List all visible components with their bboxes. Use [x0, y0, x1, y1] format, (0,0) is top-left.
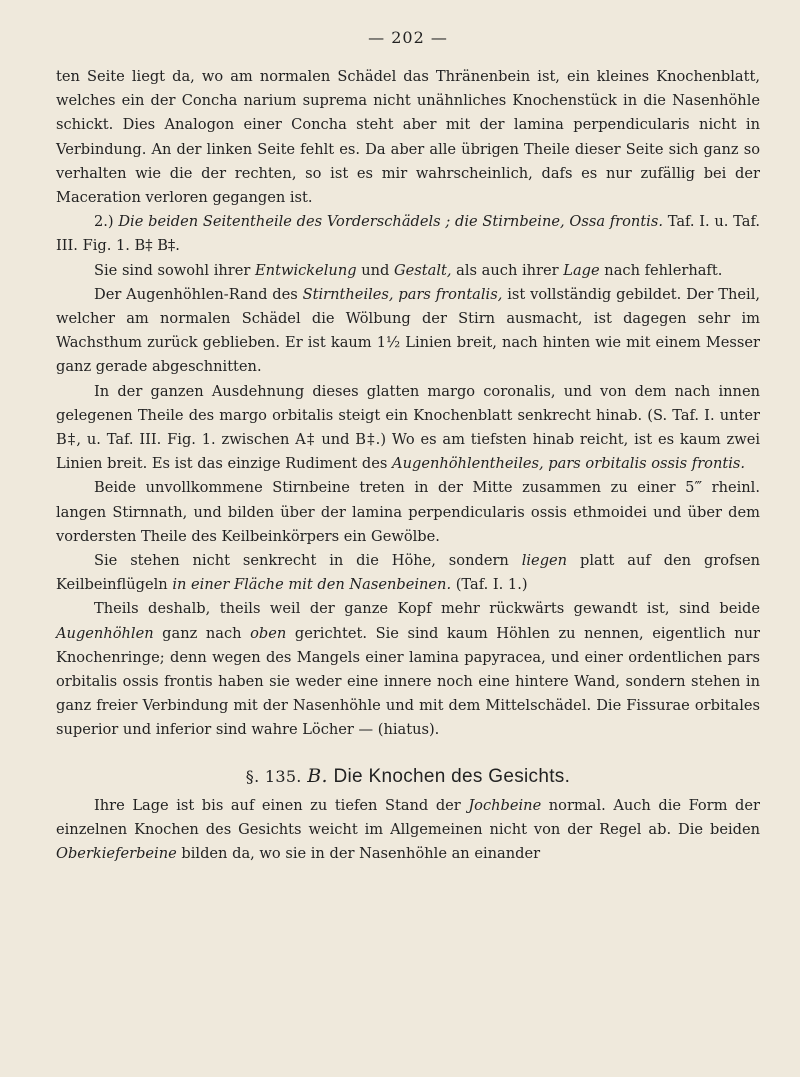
text-run: Beide unvollkommene Stirnbeine treten in der Mitte zusammen zu einer 5‴ rheinl. langen Stirnnath, und bilden über der lamina perpendicularis ossis ethmoidei und über dem vordersten Theile des Keilbeinkörpers ein Gewölbe. [56, 479, 760, 545]
body-text-after [56, 794, 760, 867]
text-run: Der Augenhöhlen-Rand des [94, 285, 303, 303]
paragraph-p2 [56, 210, 760, 258]
italic-run: Entwickelung [255, 261, 357, 279]
text-run: gerichtet. Sie sind kaum Höhlen zu nennen, eigentlich nur Knochenringe; denn wegen des Mangels einer lamina papyracea, und einer ordentlichen pars orbitalis ossis frontis haben sie weder eine innere noch eine hintere Wand, sondern stehen in ganz freier Verbindung mit der Nasenhöhle und mit dem Mittelschädel. Die Fissurae orbitales superior und inferior sind wahre Löcher — (hiatus). [56, 624, 760, 739]
paragraph-p3 [56, 259, 760, 283]
paragraph-p4 [56, 283, 760, 380]
text-run: Theils deshalb, theils weil der ganze Kopf mehr rückwärts gewandt ist, sind beide [94, 600, 760, 618]
paragraph-p5 [56, 380, 760, 477]
text-run: (Taf. I. 1.) [451, 576, 528, 594]
section-letter: B. [307, 764, 328, 787]
section-title: Die Knochen des Gesichts. [333, 765, 571, 787]
text-run: ten Seite liegt da, wo am normalen Schädel das Thränenbein ist, ein kleines Knochenblatt, welches ein der Concha narium suprema nicht unähnliches Knochenstück in die Nasenhöhle schickt. Dies Analogon einer Concha steht aber mit der lamina perpendicularis nicht in Verbindung. An der linken Seite fehlt es. Da aber alle übrigen Theile dieser Seite sich ganz so verhalten wie die der rechten, so ist es mir wahrscheinlich, dafs es nur zufällig bei der Maceration verloren gegangen ist. [56, 68, 760, 207]
section-heading [56, 765, 760, 788]
text-run: als auch ihrer [451, 261, 564, 279]
italic-run: Oberkieferbeine [56, 845, 177, 863]
text-run: ist vollständig gebildet. Der Theil, welcher am normalen Schädel die Wölbung der Stirn ausmacht, ist dagegen sehr im Wachsthum zurück geblieben. Er ist kaum 1½ Linien breit, nach hinten wie mit einem Messer ganz gerade abgeschnitten. [56, 285, 760, 376]
paragraph-p9 [56, 794, 760, 867]
text-run: Ihre Lage ist bis auf einen zu tiefen Stand der [94, 796, 469, 814]
italic-run: Stirntheiles, pars frontalis, [302, 285, 503, 303]
paragraph-p6 [56, 476, 760, 549]
paragraph-p7 [56, 549, 760, 597]
text-run: Sie sind sowohl ihrer [94, 261, 256, 279]
italic-run: Augenhöhlen [56, 624, 154, 642]
text-run: normal. Auch die Form der einzelnen Knochen des Gesichts weicht im Allgemeinen nicht von der Regel ab. Die beiden [56, 796, 760, 838]
body-text-before [56, 65, 760, 743]
text-run: bilden da, wo sie in der Nasenhöhle an einander [176, 845, 541, 863]
text-run: ganz nach [153, 624, 251, 642]
italic-run: liegen [521, 552, 568, 570]
text-run: Sie stehen nicht senkrecht in die Höhe, sondern [94, 552, 522, 570]
text-run: In der ganzen Ausdehnung dieses glatten margo coronalis, und von dem nach innen gelegenen Theile des margo orbitalis steigt ein Knochenblatt senkrecht hinab. (S. Taf. I. unter B‡, u. Taf. III. Fig. 1. zwischen A‡ und B‡.) Wo es am tiefsten hinab reicht, ist es kaum zwei Linien breit. Es ist das einzige Rudiment des [56, 382, 760, 473]
paragraph-p1 [56, 65, 760, 210]
italic-run: Die beiden Seitentheile des Vorderschädels ; die Stirnbeine, Ossa frontis. [118, 213, 663, 231]
italic-run: in einer Fläche mit den Nasenbeinen. [172, 576, 452, 594]
italic-run: Gestalt, [394, 261, 452, 279]
text-run: Taf. I. u. Taf. III. Fig. 1. B‡ B‡. [56, 213, 760, 255]
text-run: und [356, 261, 394, 279]
text-run: 2.) [94, 213, 119, 231]
italic-run: Augenhöhlentheiles, pars orbitalis ossis frontis. [392, 455, 746, 473]
page-number: — 202 — [368, 28, 448, 47]
italic-run: oben [250, 624, 287, 642]
text-run: platt auf den grofsen Keilbeinflügeln [56, 552, 760, 594]
italic-run: Lage [563, 261, 600, 279]
text-run: nach fehlerhaft. [599, 261, 723, 279]
paragraph-p8 [56, 597, 760, 742]
italic-run: Jochbeine [468, 796, 542, 814]
section-number: §. 135. [245, 766, 302, 786]
